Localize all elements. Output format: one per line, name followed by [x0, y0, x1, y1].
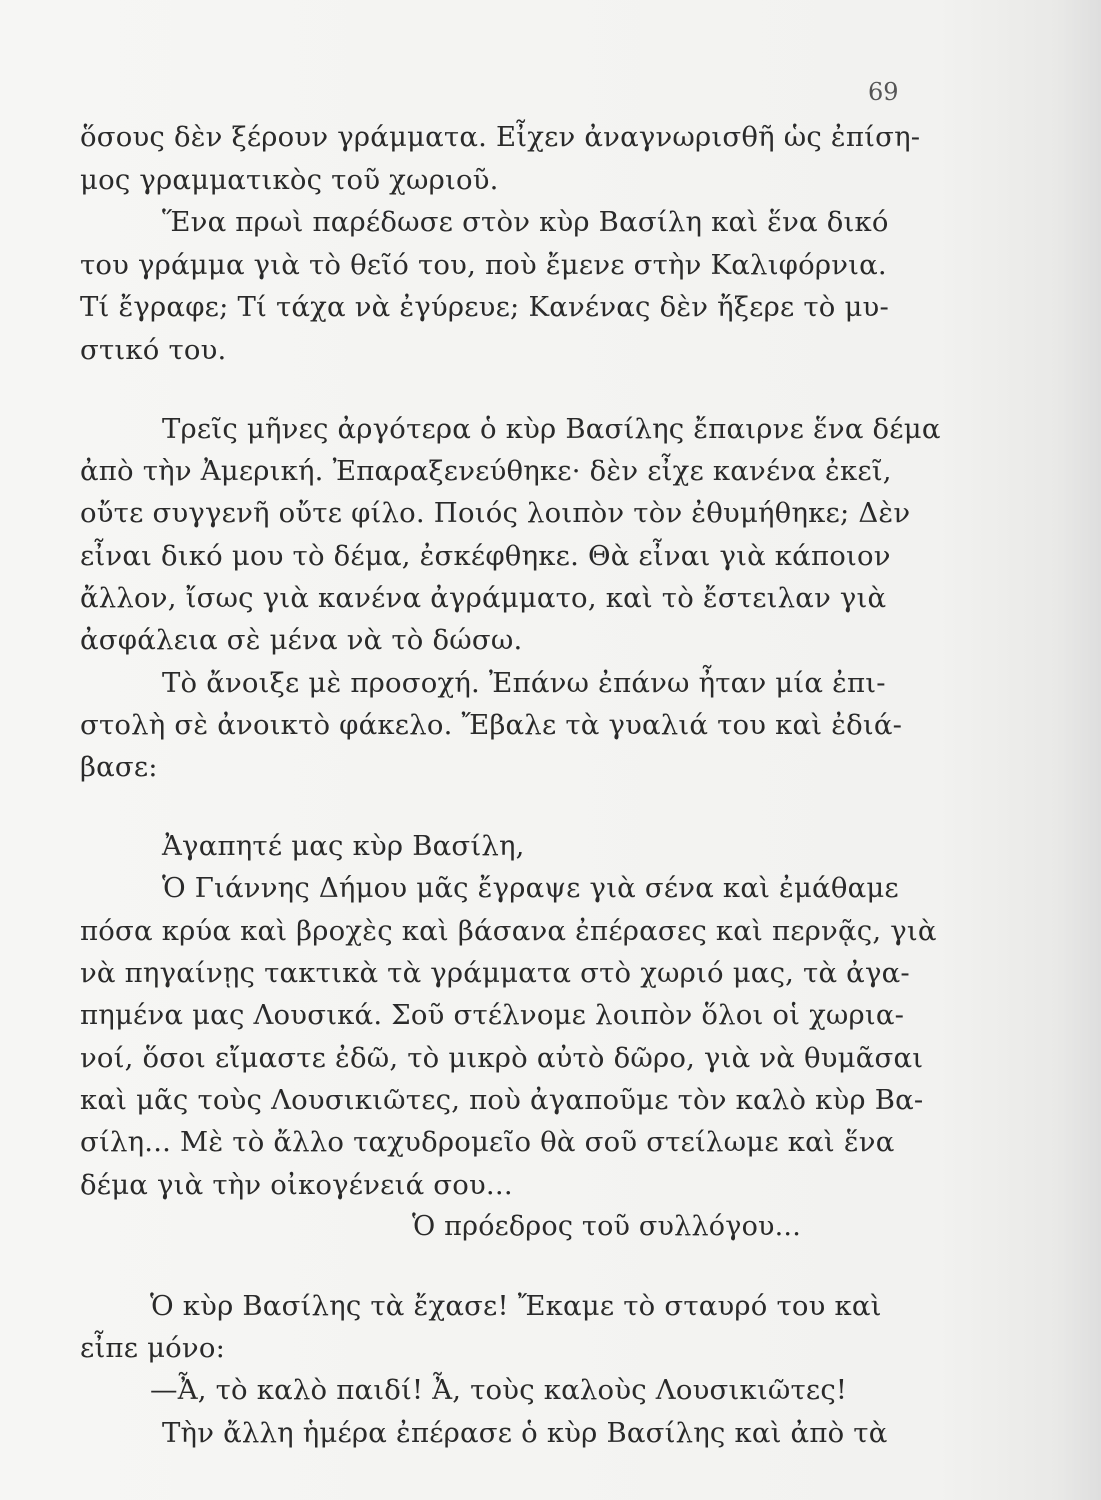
letter-salutation: Ἀγαπητέ μας κὺρ Βασίλη,	[162, 830, 525, 862]
text-line: εἶπε μόνο:	[80, 1332, 226, 1364]
text-line: σίλη... Μὲ τὸ ἄλλο ταχυδρομεῖο θὰ σοῦ στείλωμε καὶ ἕνα	[80, 1126, 895, 1158]
text-line: εἶναι δικό μου τὸ δέμα, ἐσκέφθηκε. Θὰ εἶναι γιὰ κάποιον	[80, 540, 891, 572]
text-line: Τρεῖς μῆνες ἀργότερα ὁ κὺρ Βασίλης ἔπαιρνε ἕνα δέμα	[162, 413, 941, 445]
text-line: του γράμμα γιὰ τὸ θεῖό του, ποὺ ἔμενε στὴν Καλιφόρνια.	[80, 249, 887, 281]
text-line: ἄλλον, ἴσως γιὰ κανένα ἀγράμματο, καὶ τὸ ἔστειλαν γιὰ	[80, 582, 887, 614]
text-line: Τὴν ἄλλη ἡμέρα ἐπέρασε ὁ κὺρ Βασίλης καὶ ἀπὸ τὰ	[162, 1417, 888, 1449]
text-line: μος γραμματικὸς τοῦ χωριοῦ.	[80, 164, 499, 196]
text-line: Ὁ Γιάννης Δήμου μᾶς ἔγραψε γιὰ σένα καὶ ἐμάθαμε	[162, 872, 899, 904]
text-line: βασε:	[80, 751, 158, 783]
text-line: Τὸ ἄνοιξε μὲ προσοχή. Ἐπάνω ἐπάνω ἦταν μία ἐπι-	[162, 667, 886, 699]
page-number: 69	[868, 78, 899, 106]
text-line: καὶ μᾶς τοὺς Λουσικιῶτες, ποὺ ἀγαποῦμε τὸν καλὸ κὺρ Βα-	[80, 1084, 924, 1116]
text-line: νὰ πηγαίνῃς τακτικὰ τὰ γράμματα στὸ χωριό μας, τὰ ἀγα-	[80, 957, 910, 989]
text-line: ὅσους δὲν ξέρουν γράμματα. Εἶχεν ἀναγνωρισθῆ ὡς ἐπίση-	[80, 121, 921, 153]
text-line: στολὴ σὲ ἀνοικτὸ φάκελο. Ἔβαλε τὰ γυαλιά του καὶ ἐδιά-	[80, 709, 903, 741]
text-line: πημένα μας Λουσικά. Σοῦ στέλνομε λοιπὸν ὅλοι οἱ χωρια-	[80, 999, 905, 1031]
dialogue-line: —Ἆ, τὸ καλὸ παιδί! Ἆ, τοὺς καλοὺς Λουσικιῶτες!	[150, 1374, 848, 1406]
text-line: νοί, ὅσοι εἴμαστε ἐδῶ, τὸ μικρὸ αὐτὸ δῶρο, γιὰ νὰ θυμᾶσαι	[80, 1042, 924, 1074]
text-line: δέμα γιὰ τὴν οἰκογένειά σου...	[80, 1169, 513, 1201]
text-line: στικό του.	[80, 334, 227, 366]
text-line: πόσα κρύα καὶ βροχὲς καὶ βάσανα ἐπέρασες καὶ περνᾷς, γιὰ	[80, 915, 937, 947]
text-line: ἀπὸ τὴν Ἀμερική. Ἐπαραξενεύθηκε· δὲν εἶχε κανένα ἐκεῖ,	[80, 455, 892, 487]
text-line: Τί ἔγραφε; Τί τάχα νὰ ἐγύρευε; Κανένας δὲν ἤξερε τὸ μυ-	[80, 291, 889, 323]
text-line: ἀσφάλεια σὲ μένα νὰ τὸ δώσω.	[80, 624, 523, 656]
text-line: Ὁ κὺρ Βασίλης τὰ ἔχασε! Ἔκαμε τὸ σταυρό του καὶ	[150, 1290, 882, 1322]
text-line: Ἕνα πρωὶ παρέδωσε στὸν κὺρ Βασίλη καὶ ἕνα δικό	[162, 206, 889, 238]
text-line: οὔτε συγγενῆ οὔτε φίλο. Ποιός λοιπὸν τὸν ἐθυμήθηκε; Δὲν	[80, 497, 911, 529]
letter-signature: Ὁ πρόεδρος τοῦ συλλόγου...	[412, 1211, 802, 1242]
